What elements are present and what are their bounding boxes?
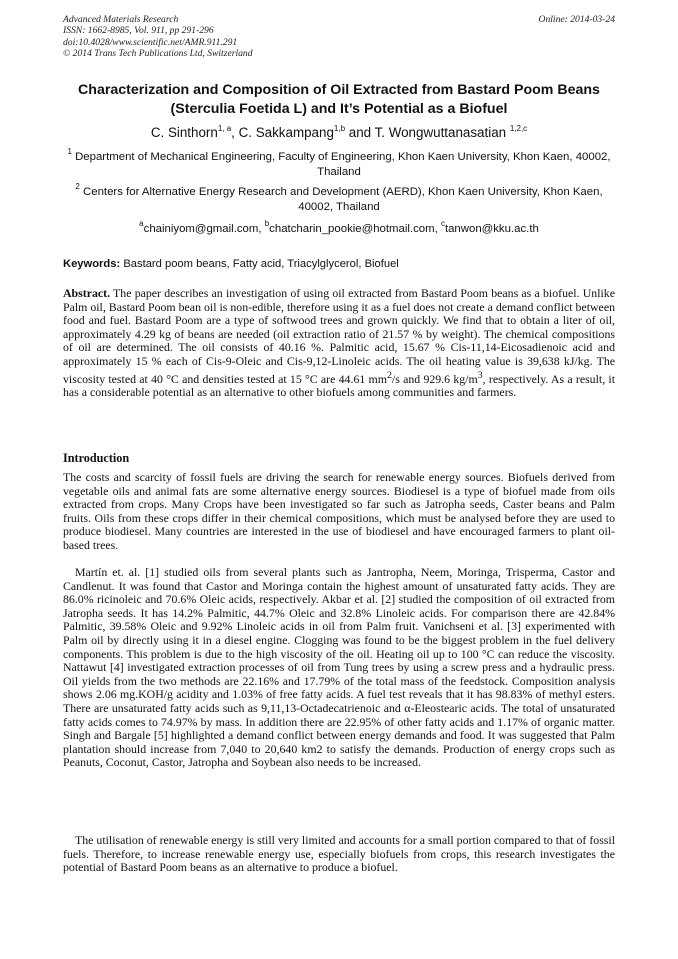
keywords-label: Keywords: bbox=[63, 258, 121, 270]
author-affiliation-mark: 1, a bbox=[217, 123, 232, 133]
author-and: and bbox=[345, 125, 375, 140]
abstract-text: , respectively. As a result, it has a considerable potential as an alternative to other biofuels among communities and farmers. bbox=[63, 371, 616, 400]
email-separator: , bbox=[434, 223, 441, 235]
journal-name: Advanced Materials Research bbox=[63, 14, 179, 25]
email-mark: b bbox=[264, 219, 270, 229]
affiliation-mark: 1 bbox=[67, 147, 72, 157]
abstract-text: /s and 929.6 kg/m bbox=[391, 371, 478, 386]
author-name: C. Sinthorn bbox=[150, 125, 218, 140]
author-separator: , bbox=[231, 125, 239, 140]
issn-line: ISSN: 1662-8985, Vol. 911, pp 291-296 bbox=[63, 25, 214, 37]
author-name: C. Sakkampang bbox=[238, 125, 334, 140]
affiliation-text: Centers for Alternative Energy Research and Development (AERD), Khon Kaen University, Khon Kaen, 40002, Thailand bbox=[83, 186, 603, 213]
online-date: Online: 2014-03-24 bbox=[538, 14, 615, 25]
abstract bbox=[63, 287, 615, 400]
doi-line: doi:10.4028/www.scientific.net/AMR.911.291 bbox=[63, 36, 238, 48]
author-affiliation-mark: 1,b bbox=[333, 123, 346, 133]
intro-paragraph: Martín et. al. [1] studied oils from several plants such as Jantrophа, Neem, Moringa, Trisperma, Castor and Candlenut. It was found that Castor and Moringa contain the highest amount of unsaturated fatty acids. They are 86.0% ricinoleic and 70.6% Oleic acids, respectively. Akbar et al. [2] studied the composition of oil extracted from Jatropha seeds. It has 14.2% Palmitic, 44.7% Oleic and 32.8% Linoleic acids. For comparison there are 42.84% Palmitic, 39.58% Oleic and 9.92% Linoleic acids in oil from Palm fruit. Vanichseni et al. [3] experimented with Palm oil by directly using it in a diesel engine. Clogging was found to be the biggest problem in the fuel delivery components. This problem is due to the high viscosity of the oil. Heating oil up to 100 °C can reduce the viscosity. Nattawut [4] investigated extraction processes of oil from Tung trees by using a screw press and a hydraulic press. Oil yields from the two methods are 22.16% and 17.79% of the total mass of the feedstock. Composition analysis shows 2.06 mg.KOH/g acidity and 1.03% of free fatty acids. A fuel test reveals that it has 98.83% of methyl esters. There are unsaturated fatty acids such as 9,11,13-Octadecatrienoic and α-Eleostearic acids. The total of unsaturated fatty acids comes to 74.97% by mass. In addition there are 22.95% of other fatty acids and 1.17% of organic matter. Singh and Bargale [5] highlighted a demand conflict between energy demands and food. It was suggested that Palm plantation should increase from 7,040 to 20,640 km2 to satisfy the demands. Production of energy crops such as Peanuts, Coconut, Castor, Jatropha and Soybean also needs to be increased. bbox=[63, 565, 615, 770]
section-heading-introduction: Introduction bbox=[63, 451, 130, 465]
email-address: tanwon@kku.ac.th bbox=[444, 223, 539, 235]
email-address: chatcharin_pookie@hotmail.com bbox=[269, 223, 435, 235]
abstract-label: Abstract. bbox=[63, 286, 111, 300]
intro-paragraph: The costs and scarcity of fossil fuels are driving the search for renewable energy sources. Biofuels derived from vegetable oils and animal fats are some alternative energy sources. Biodiesel is a type of biofuel made from oils extracted from crops. Many Crops have been investigated so far such as Jatropha seeds, Caster beans and Palm fruits. Oils from these crops differ in their chemical compositions, which must be analysed before they are used to produce biodiesel. Many countries are interested in the use of biodiesel and have encouraged farmers to plant oil-based trees. bbox=[63, 470, 615, 552]
author-affiliation-mark: 1,2,c bbox=[509, 123, 528, 133]
email-address: chainiyom@gmail.com bbox=[143, 223, 259, 235]
intro-paragraph: The utilisation of renewable energy is still very limited and accounts for a small portion compared to that of fossil fuels. Therefore, to increase renewable energy use, especially biofuels from crops, this research investigates the potential of Bastard Poom beans as an alternative to produce a biofuel. bbox=[63, 833, 615, 875]
keywords bbox=[63, 257, 615, 271]
superscript: 3 bbox=[477, 369, 483, 381]
copyright-line: © 2014 Trans Tech Publications Ltd, Switzerland bbox=[63, 47, 253, 59]
email-mark: c bbox=[440, 219, 445, 229]
email-list bbox=[63, 219, 615, 236]
abstract-text: The paper describes an investigation of using oil extracted from Bastard Poom beans as a biofuel. Unlike Palm oil, Bastard Poom bean oil is non-edible, therefore using it as a fuel does not create a demand conflict between food and fuel. Bastard Poom are a type of softwood trees and grown quickly. We find that to obtain a liter of oil, approximately 4.29 kg of beans are needed (oil extraction ratio of 21.57 % by weight). The chemical compositions of oil are determined. The oil consists of 40.16 %. Palmitic acid, 15.67 % Cis-11,14-Eicosadienoic acid and approximately 15 % each of Cis-9-Oleic and Cis-9,12-Linoleic acids. The oil heating value is 39,638 kJ/kg. The viscosity tested at 40 °C and densities tested at 15 °C are 44.61 mm bbox=[63, 286, 615, 386]
paper-title: Characterization and Composition of Oil Extracted from Bastard Poom Beans (Sterculia Foetida L) and It’s Potential as a Biofuel bbox=[78, 82, 600, 117]
affiliation-text: Department of Mechanical Engineering, Faculty of Engineering, Khon Kaen University, Khon Kaen, 40002, Thailand bbox=[75, 151, 611, 178]
affiliation-mark: 2 bbox=[75, 182, 80, 192]
keywords-text: Bastard poom beans, Fatty acid, Triacylglycerol, Biofuel bbox=[123, 258, 399, 270]
affiliation bbox=[63, 182, 615, 215]
superscript: 2 bbox=[386, 369, 392, 381]
author-name: T. Wongwuttanasatian bbox=[374, 125, 507, 140]
affiliation bbox=[63, 147, 615, 180]
journal-header bbox=[63, 14, 615, 59]
email-separator: , bbox=[258, 223, 265, 235]
author-list bbox=[63, 125, 615, 141]
email-mark: a bbox=[139, 219, 144, 229]
